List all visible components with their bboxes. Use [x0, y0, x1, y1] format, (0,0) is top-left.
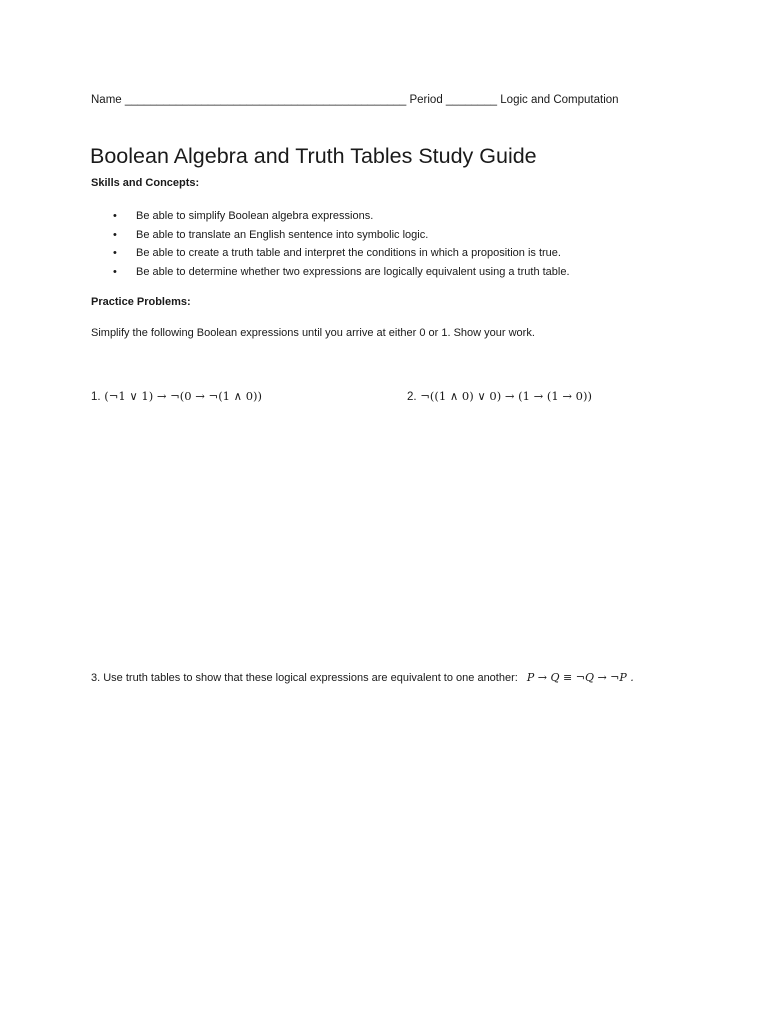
problem-2-number: 2. [407, 391, 417, 403]
bullet-icon: • [113, 266, 117, 279]
skills-heading: Skills and Concepts: [91, 177, 200, 189]
problem-3-text: 3. Use truth tables to show that these logical expressions are equivalent to one another: [91, 672, 518, 684]
skills-item-text: Be able to simplify Boolean algebra expressions. [136, 210, 374, 222]
problem-1-number: 1. [91, 391, 101, 403]
problem-2 [407, 389, 592, 403]
problem-3 [91, 671, 634, 684]
skills-item-text: Be able to translate an English sentence into symbolic logic. [136, 228, 429, 241]
problem-1 [91, 389, 262, 403]
bullet-icon: • [113, 210, 117, 222]
problem-1-expression: (¬1 ∨ 1) → ¬(0 → ¬(1 ∧ 0)) [104, 389, 263, 403]
practice-instructions: Simplify the following Boolean expressions until you arrive at either 0 or 1. Show your work. [91, 327, 535, 339]
problem-2-expression: ¬((1 ∧ 0) ∨ 0) → (1 → (1 → 0)) [420, 389, 592, 403]
skills-list-item [91, 263, 570, 282]
skills-list [91, 207, 570, 282]
problem-3-expression: P → Q ≡ ¬Q → ¬P . [526, 671, 634, 684]
skills-list-item [91, 244, 570, 263]
skills-item-text: Be able to create a truth table and interpret the conditions in which a proposition is true. [136, 247, 561, 260]
header-name-period-course: Name ____________________________________________ Period ________ Logic and Computation [91, 94, 619, 106]
skills-list-item [91, 226, 570, 245]
skills-list-item [91, 207, 570, 226]
bullet-icon: • [113, 247, 117, 260]
page-title: Boolean Algebra and Truth Tables Study Guide [90, 144, 537, 168]
bullet-icon: • [113, 228, 117, 241]
skills-item-text: Be able to determine whether two expressions are logically equivalent using a truth table. [136, 266, 570, 279]
practice-heading: Practice Problems: [91, 296, 191, 308]
